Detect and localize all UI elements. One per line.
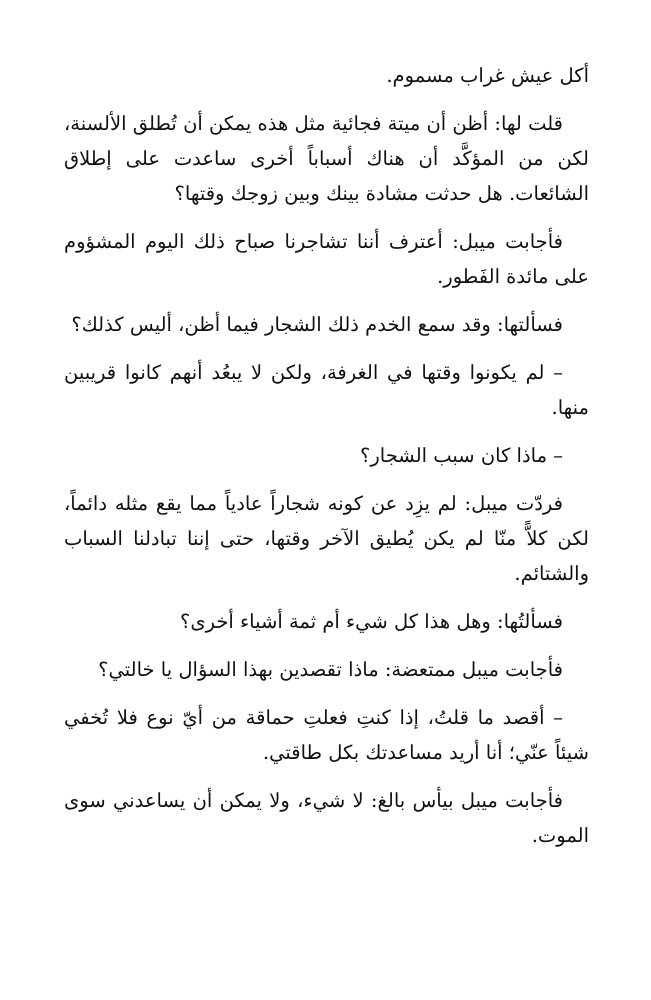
paragraph-6: – ماذا كان سبب الشجار؟ <box>360 444 563 467</box>
paragraph-4: فسألتها: وقد سمع الخدم ذلك الشجار فيما أظن، أليس كذلك؟ <box>71 313 563 336</box>
paragraph-11: فأجابت ميبل بيأس بالغ: لا شيء، ولا يمكن أن يساعدني سوى الموت. <box>64 789 589 847</box>
paragraph-3: فأجابت ميبل: أعترف أننا تشاجرنا صباح ذلك اليوم المشؤوم على مائدة الفَطور. <box>64 230 589 288</box>
paragraph-7: فردّت ميبل: لم يزِد عن كونه شجاراً عادياً مما يقع مثله دائماً، لكن كلاًّ منّا لم يكن يُطيق الآخر وقتها، حتى إننا تبادلنا السباب والشتائم. <box>64 492 589 585</box>
paragraph-9: فأجابت ميبل ممتعضة: ماذا تقصدين بهذا السؤال يا خالتي؟ <box>98 658 563 681</box>
document-page <box>64 58 589 866</box>
paragraph-8: فسألتُها: وهل هذا كل شيء أم ثمة أشياء أخرى؟ <box>179 610 563 633</box>
paragraph-5: – لم يكونوا وقتها في الغرفة، ولكن لا يبعُد أنهم كانوا قريبين منها. <box>64 361 589 419</box>
paragraph-2: قلت لها: أظن أن ميتة فجائية مثل هذه يمكن أن تُطلق الألسنة، لكن من المؤكَّد أن هناك أسباباً أخرى ساعدت على إطلاق الشائعات. هل حدثت مشادة بينك وبين زوجك وقتها؟ <box>64 112 589 205</box>
paragraph-10: – أقصد ما قلتُ، إذا كنتِ فعلتِ حماقة من أيّ نوع فلا تُخفي شيئاً عنّي؛ أنا أريد مساعدتك بكل طاقتي. <box>64 706 589 764</box>
paragraph-1: أكل عيش غراب مسموم. <box>386 64 589 87</box>
